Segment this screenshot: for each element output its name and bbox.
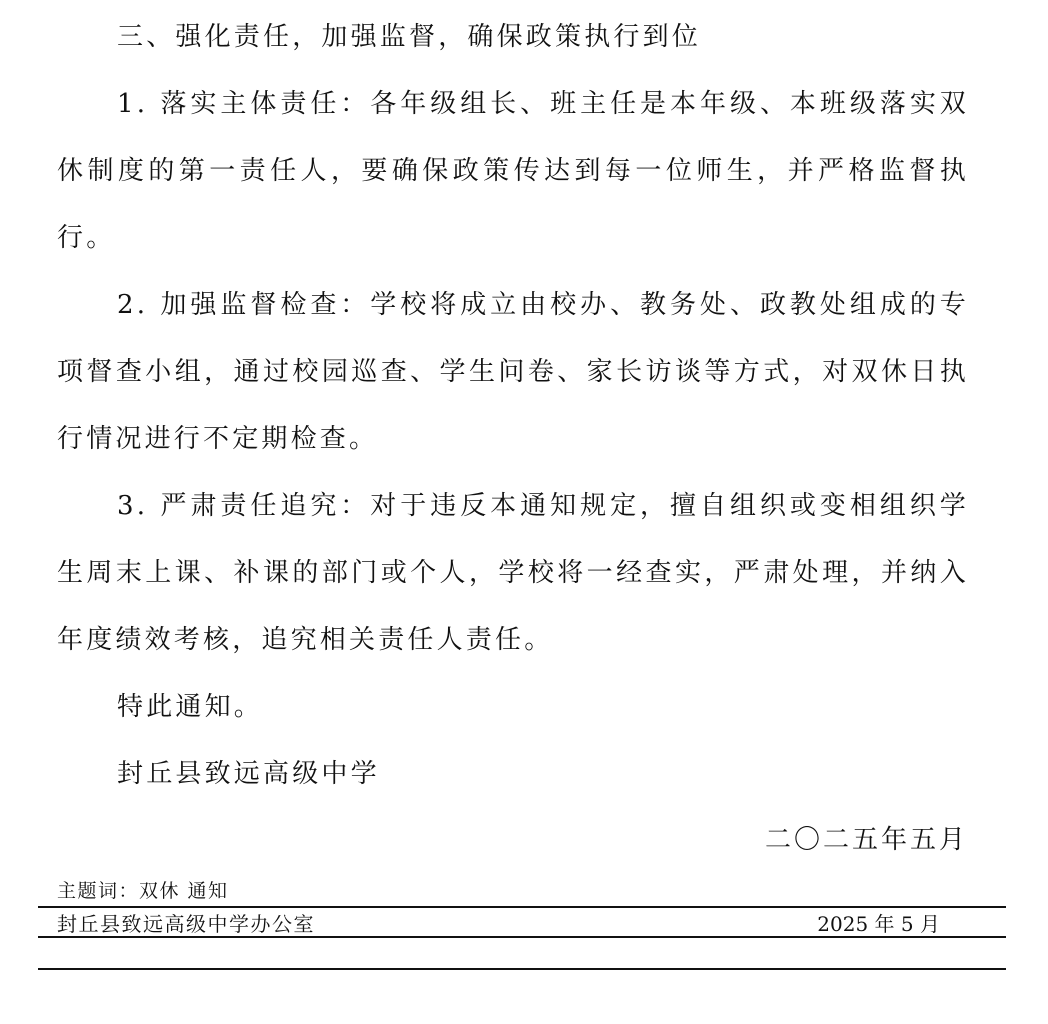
closing-text: 特此通知。 xyxy=(117,692,264,722)
paragraph-item-1: 1. 落实主体责任：各年级组长、班主任是本年级、本班级落实双休制度的第一责任人，要确保政策传达到每一位师生，并严格监督执行。 xyxy=(57,89,969,253)
issue-date: 二〇二五年五月 xyxy=(764,825,968,855)
footer-bottom-rule xyxy=(38,968,1006,970)
section-heading: 三、强化责任，加强监督，确保政策执行到位 xyxy=(117,22,702,52)
issuer-name: 封丘县致远高级中学 xyxy=(117,759,380,789)
keywords-line: 主题词：双休 通知 xyxy=(57,880,229,902)
footer-middle-rule xyxy=(38,936,1006,938)
footer-office: 封丘县致远高级中学办公室 xyxy=(57,912,315,936)
footer-print-date: 2025 年 5 月 xyxy=(817,912,940,936)
paragraph-item-2: 2. 加强监督检查：学校将成立由校办、教务处、政教处组成的专项督查小组，通过校园巡查、学生问卷、家长访谈等方式，对双休日执行情况进行不定期检查。 xyxy=(57,290,969,454)
footer-top-rule xyxy=(38,906,1006,908)
paragraph-item-3: 3. 严肃责任追究：对于违反本通知规定，擅自组织或变相组织学生周末上课、补课的部门或个人，学校将一经查实，严肃处理，并纳入年度绩效考核，追究相关责任人责任。 xyxy=(57,491,969,655)
